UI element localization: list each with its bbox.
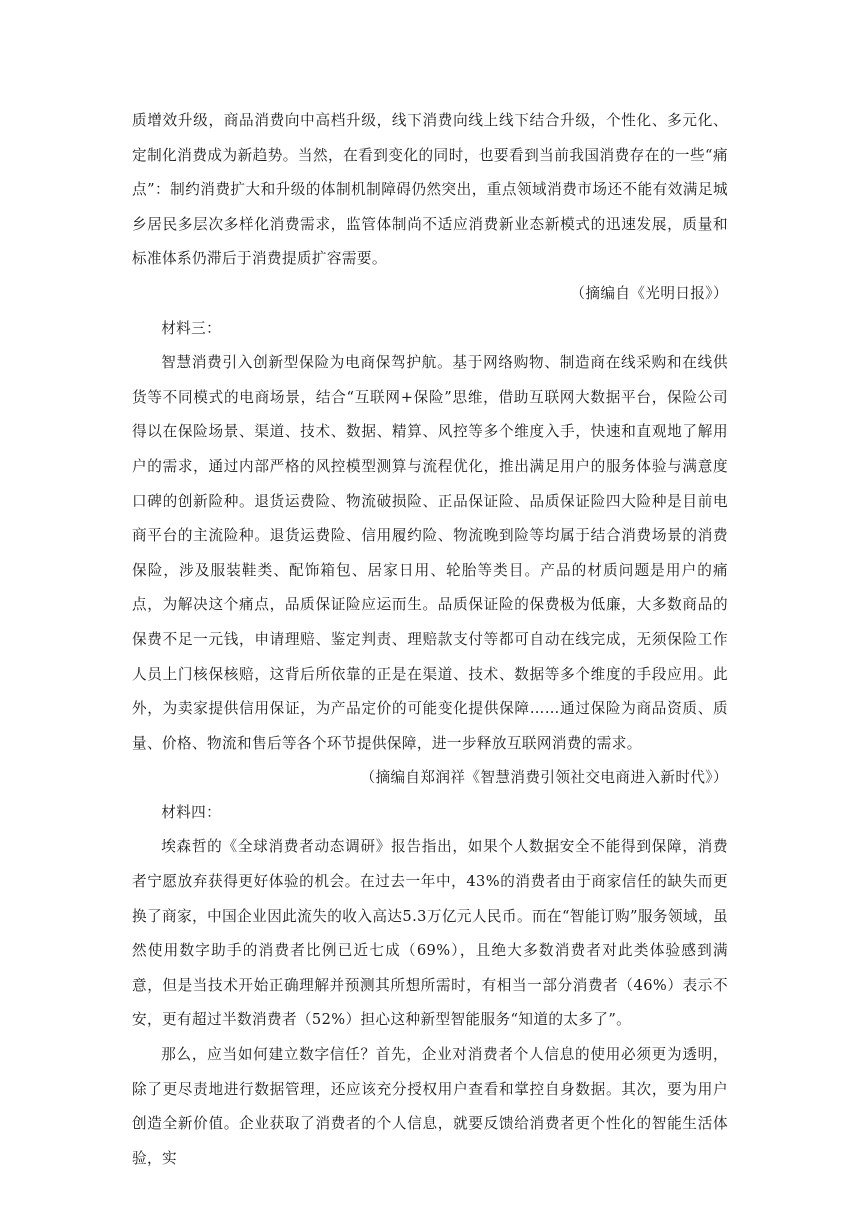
material-four-heading: 材料四： <box>161 803 222 821</box>
material-four-paragraph-2: 那么，应当如何建立数字信任？首先，企业对消费者个人信息的使用必须更为透明，除了更尽责地进行数据管理，还应该充分授权用户查看和掌控自身数据。其次，要为用户创造全新价值。企业获取了消费者的个人信息，就要反馈给消费者更个性化的智能生活体验，实 <box>132 1046 728 1167</box>
material-three-heading: 材料三： <box>161 319 222 337</box>
material-three-source: （摘编自郑润祥《智慧消费引领社交电商进入新时代》） <box>360 769 728 787</box>
document-body <box>132 104 728 1176</box>
material-four-paragraph-1: 埃森哲的《全球消费者动态调研》报告指出，如果个人数据安全不能得到保障，消费者宁愿放弃获得更好体验的机会。在过去一年中，43%的消费者由于商家信任的缺失而更换了商家，中国企业因此流失的收入高达5.3万亿元人民币。而在“智能订购”服务领域，虽然使用数字助手的消费者比例已近七成（69%），且绝大多数消费者对此类体验感到满意，但是当技术开始正确理解并预测其所想所需时，有相当一部分消费者（46%）表示不安，更有超过半数消费者（52%）担心这种新型智能服务“知道的太多了”。 <box>132 838 728 1029</box>
material-two-paragraph-continued: 质增效升级，商品消费向中高档升级，线下消费向线上线下结合升级，个性化、多元化、定制化消费成为新趋势。当然，在看到变化的同时，也要看到当前我国消费存在的一些“痛点”：制约消费扩大和升级的体制机制障碍仍然突出，重点领域消费市场还不能有效满足城乡居民多层次多样化消费需求，监管体制尚不适应消费新业态新模式的迅速发展，质量和标准体系仍滞后于消费提质扩容需要。 <box>132 112 728 268</box>
material-two-source: （摘编自《光明日报》） <box>570 284 728 302</box>
material-three-paragraph: 智慧消费引入创新型保险为电商保驾护航。基于网络购物、制造商在线采购和在线供货等不同模式的电商场景，结合“互联网+保险”思维，借助互联网大数据平台，保险公司得以在保险场景、渠道、技术、数据、精算、风控等多个维度入手，快速和直观地了解用户的需求，通过内部严格的风控模型测算与流程优化，推出满足用户的服务体验与满意度口碑的创新险种。退货运费险、物流破损险、正品保证险、品质保证险四大险种是目前电商平台的主流险种。退货运费险、信用履约险、物流晚到险等均属于结合消费场景的消费保险，涉及服装鞋类、配饰箱包、居家日用、轮胎等类目。产品的材质问题是用户的痛点，为解决这个痛点，品质保证险应运而生。品质保证险的保费极为低廉，大多数商品的保费不足一元钱，申请理赔、鉴定判责、理赔款支付等都可自动在线完成，无须保险工作人员上门核保核赔，这背后所依靠的正是在渠道、技术、数据等多个维度的手段应用。此外，为卖家提供信用保证，为产品定价的可能变化提供保障……通过保险为商品资质、质量、价格、物流和售后等各个环节提供保障，进一步释放互联网消费的需求。 <box>132 354 728 752</box>
